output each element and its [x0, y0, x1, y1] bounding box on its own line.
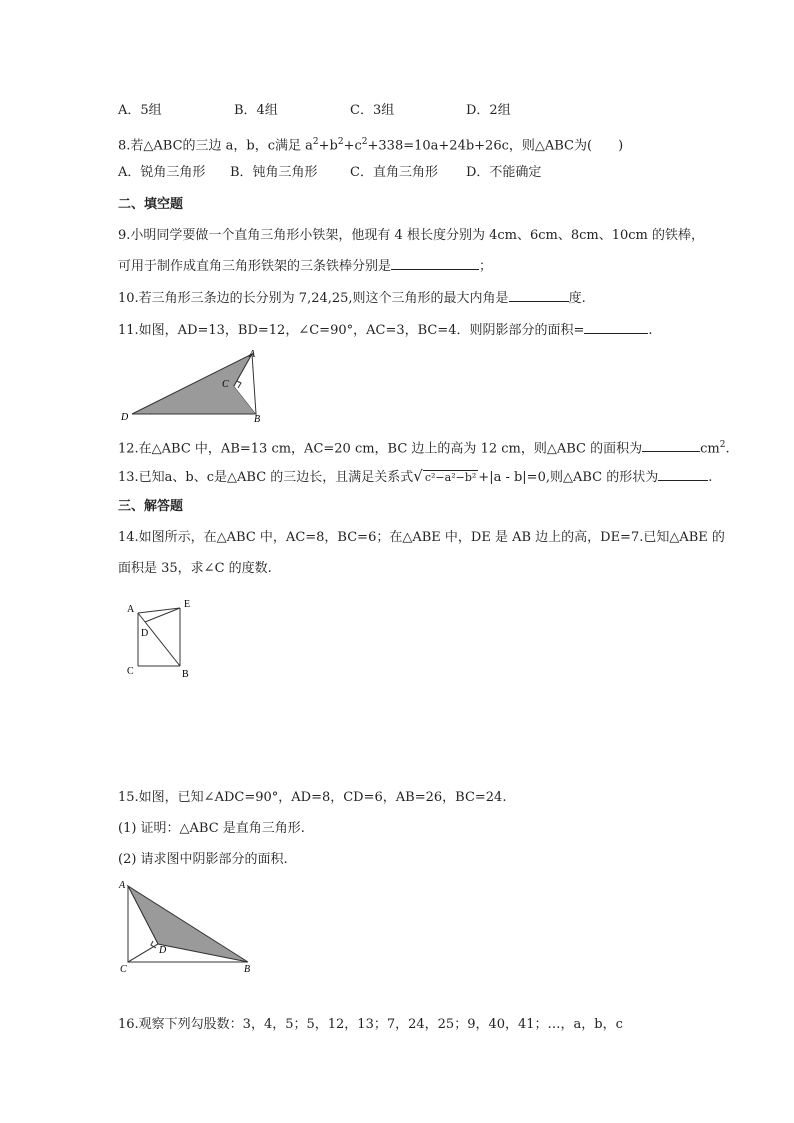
q11-label-d: D — [121, 412, 129, 423]
q8-option-b: B．钝角三角形 — [230, 165, 318, 180]
q14-line2: 面积是 35，求∠C 的度数. — [118, 561, 272, 576]
q7-options — [118, 102, 511, 120]
q15-label-c: C — [120, 964, 127, 974]
q11-answer-blank — [584, 321, 648, 334]
q14-label-c: C — [127, 666, 134, 677]
q11-text: 11.如图，AD=13，BD=12，∠C=90°，AC=3，BC=4．则阴影部分的面积= . — [118, 323, 653, 338]
q15-line1: 15.如图，已知∠ADC=90°，AD=8，CD=6，AB=26，BC=24. — [118, 790, 507, 805]
q13-answer-blank — [658, 468, 708, 481]
q10-answer-blank — [509, 289, 569, 302]
q15-figure — [116, 878, 262, 974]
q9-answer-blank — [391, 257, 479, 270]
q7-option-a: A．5组 — [118, 103, 162, 118]
q8-option-a: A．锐角三角形 — [118, 165, 206, 180]
q15-label-d: D — [159, 945, 167, 956]
q8-options — [118, 164, 541, 182]
section-solve-title: 三、解答题 — [118, 499, 184, 514]
q11-label-c: C — [222, 379, 229, 390]
q11-label-b: B — [254, 414, 261, 424]
q14-label-a: A — [127, 604, 135, 615]
q12-answer-blank — [642, 439, 700, 452]
q13-text: 13.已知a、b、c是△ABC 的三边长，且满足关系式√ c²−a²−b² +|a - b|=0,则△ABC 的形状为 . — [118, 467, 713, 485]
q16-line1: 16.观察下列勾股数：3，4，5；5，12，13；7，24，25；9，40，41；…，a，b，c — [118, 1017, 623, 1032]
q7-option-b: B．4组 — [234, 103, 278, 118]
q11-figure — [116, 348, 266, 424]
q15-part2: (2) 请求图中阴影部分的面积. — [118, 852, 288, 867]
q12-text: 12.在△ABC 中，AB=13 cm，AC=20 cm，BC 边上的高为 12 cm，则△ABC 的面积为 $cm^2$. — [118, 440, 730, 457]
q10-text: 10.若三角形三条边的长分别为 7,24,25,则这个三角形的最大内角是 度. — [118, 291, 586, 306]
q14-label-e: E — [184, 599, 191, 610]
q11-label-a: A — [249, 349, 256, 360]
q7-option-c: C．3组 — [350, 103, 395, 118]
q14-label-d: D — [141, 628, 149, 639]
q14-figure — [120, 596, 200, 682]
q15-label-b: B — [244, 964, 251, 974]
q7-option-d: D．2组 — [466, 103, 511, 118]
q15-label-a: A — [119, 880, 126, 891]
section-fill-in-title: 二、填空题 — [118, 197, 184, 212]
q8-option-c: C．直角三角形 — [350, 165, 438, 180]
q15-part1: (1) 证明：△ABC 是直角三角形. — [118, 821, 305, 836]
q9-line2: 可用于制作成直角三角形铁架的三条铁棒分别是 ； — [118, 259, 493, 274]
q14-line1: 14.如图所示，在△ABC 中，AC=8，BC=6；在△ABE 中，DE 是 AB 边上的高，DE=7.已知△ABE 的 — [118, 530, 725, 545]
q9-line1: 9.小明同学要做一个直角三角形小铁架，他现有 4 根长度分别为 4cm、6cm、8cm、10cm 的铁棒， — [118, 228, 704, 243]
q14-label-b: B — [182, 669, 189, 680]
q8-option-d: D．不能确定 — [466, 165, 542, 180]
q13-sqrt: √ c²−a²−b² — [413, 467, 477, 485]
q8-stem: 8.若△ABC的三边 a，b，c满足 $a^2+b^2+c^2+338=10a+24b+26c$，则△ABC为( ) — [118, 137, 624, 154]
